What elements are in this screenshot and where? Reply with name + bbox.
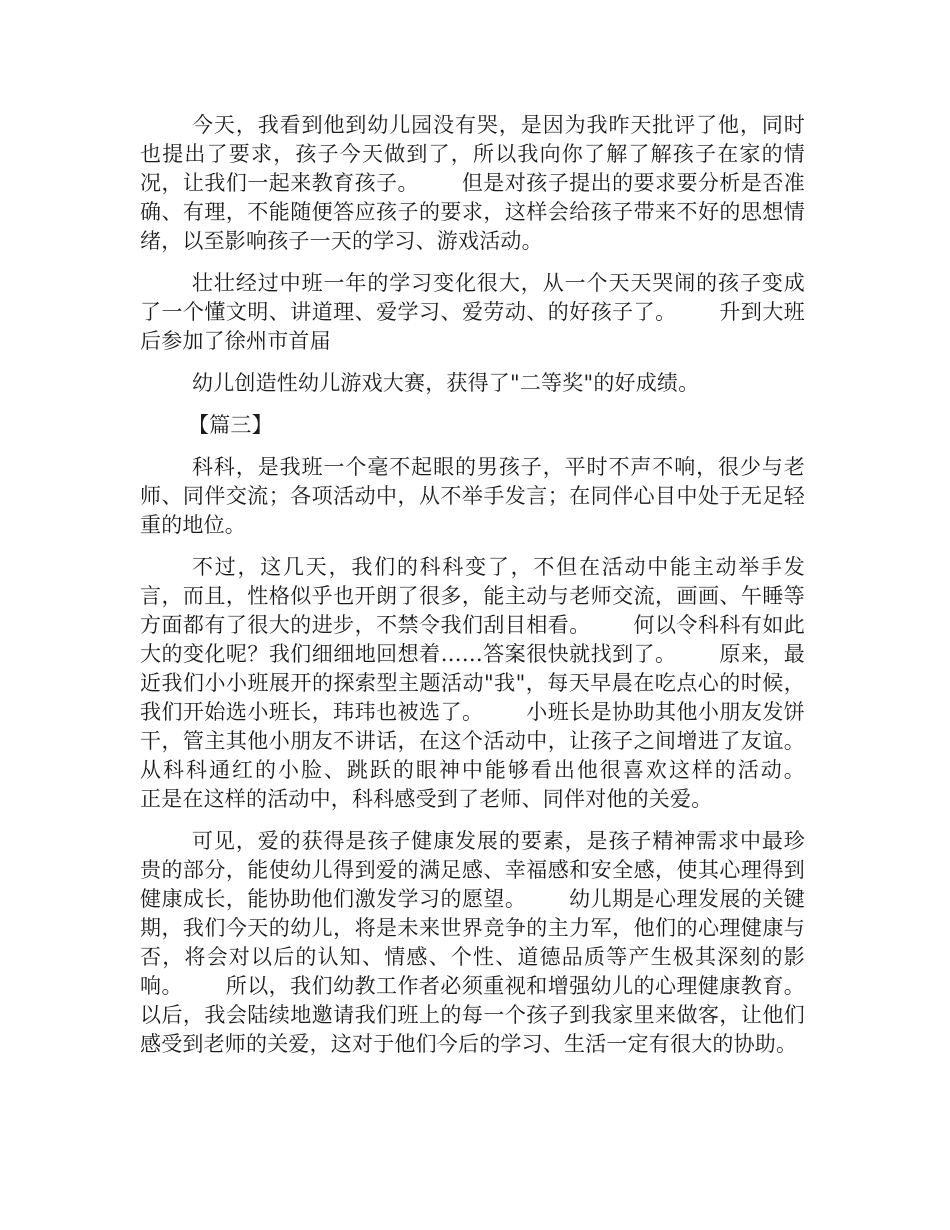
paragraph-6: 可见，爱的获得是孩子健康发展的要素，是孩子精神需求中最珍贵的部分，能使幼儿得到爱的满足感、幸福感和安全感，使其心理得到健康成长，能协助他们激发学习的愿望。 幼儿期是心理发展的关键期，我们今天的幼儿，将是未来世界竞争的主力军，他们的心理健康与否，将会对以后的认知、情感、个性、道德品质等产生极其深刻的影响。 所以，我们幼教工作者必须重视和增强幼儿的心理健康教育。 以后，我会陆续地邀请我们班上的每一个孩子到我家里来做客，让他们感受到老师的关爱，这对于他们今后的学习、生活一定有很大的协助。: [140, 829, 847, 1056]
paragraph-5: 不过，这几天，我们的科科变了，不但在活动中能主动举手发言，而且，性格似乎也开朗了很多，能主动与老师交流，画画、午睡等方面都有了很大的进步，不禁令我们刮目相看。 何以令科科有如此大的变化呢？我们细细地回想着……答案很快就找到了。 原来，最近我们小小班展开的探索型主题活动"我"，每天早晨在吃点心的时候，我们开始选小班长，玮玮也被选了。 小班长是协助其他小朋友发饼干，管主其他小朋友不讲话，在这个活动中，让孩子之间增进了友谊。 从科科通红的小脸、跳跃的眼神中能够看出他很喜欢这样的活动。 正是在这样的活动中，科科感受到了老师、同伴对他的关爱。: [140, 555, 847, 811]
paragraph-1: 今天，我看到他到幼儿园没有哭，是因为我昨天批评了他，同时也提出了要求，孩子今天做到了，所以我向你了解了解孩子在家的情况，让我们一起来教育孩子。 但是对孩子提出的要求要分析是否准确、有理，不能随便答应孩子的要求，这样会给孩子带来不好的思想情绪，以至影响孩子一天的学习、游戏活动。: [140, 113, 805, 253]
section-heading: 【篇三】: [188, 413, 273, 437]
paragraph-2: 壮壮经过中班一年的学习变化很大，从一个天天哭闹的孩子变成了一个懂文明、讲道理、爱学习、爱劳动、的好孩子了。 升到大班后参加了徐州市首届: [140, 271, 805, 353]
paragraph-3: 幼儿创造性幼儿游戏大赛，获得了"二等奖"的好成绩。: [192, 371, 700, 395]
document-body: [140, 111, 847, 1072]
paragraph-4: 科科，是我班一个毫不起眼的男孩子，平时不声不响，很少与老师、同伴交流；各项活动中，从不举手发言；在同伴心目中处于无足轻重的地位。: [140, 455, 805, 537]
